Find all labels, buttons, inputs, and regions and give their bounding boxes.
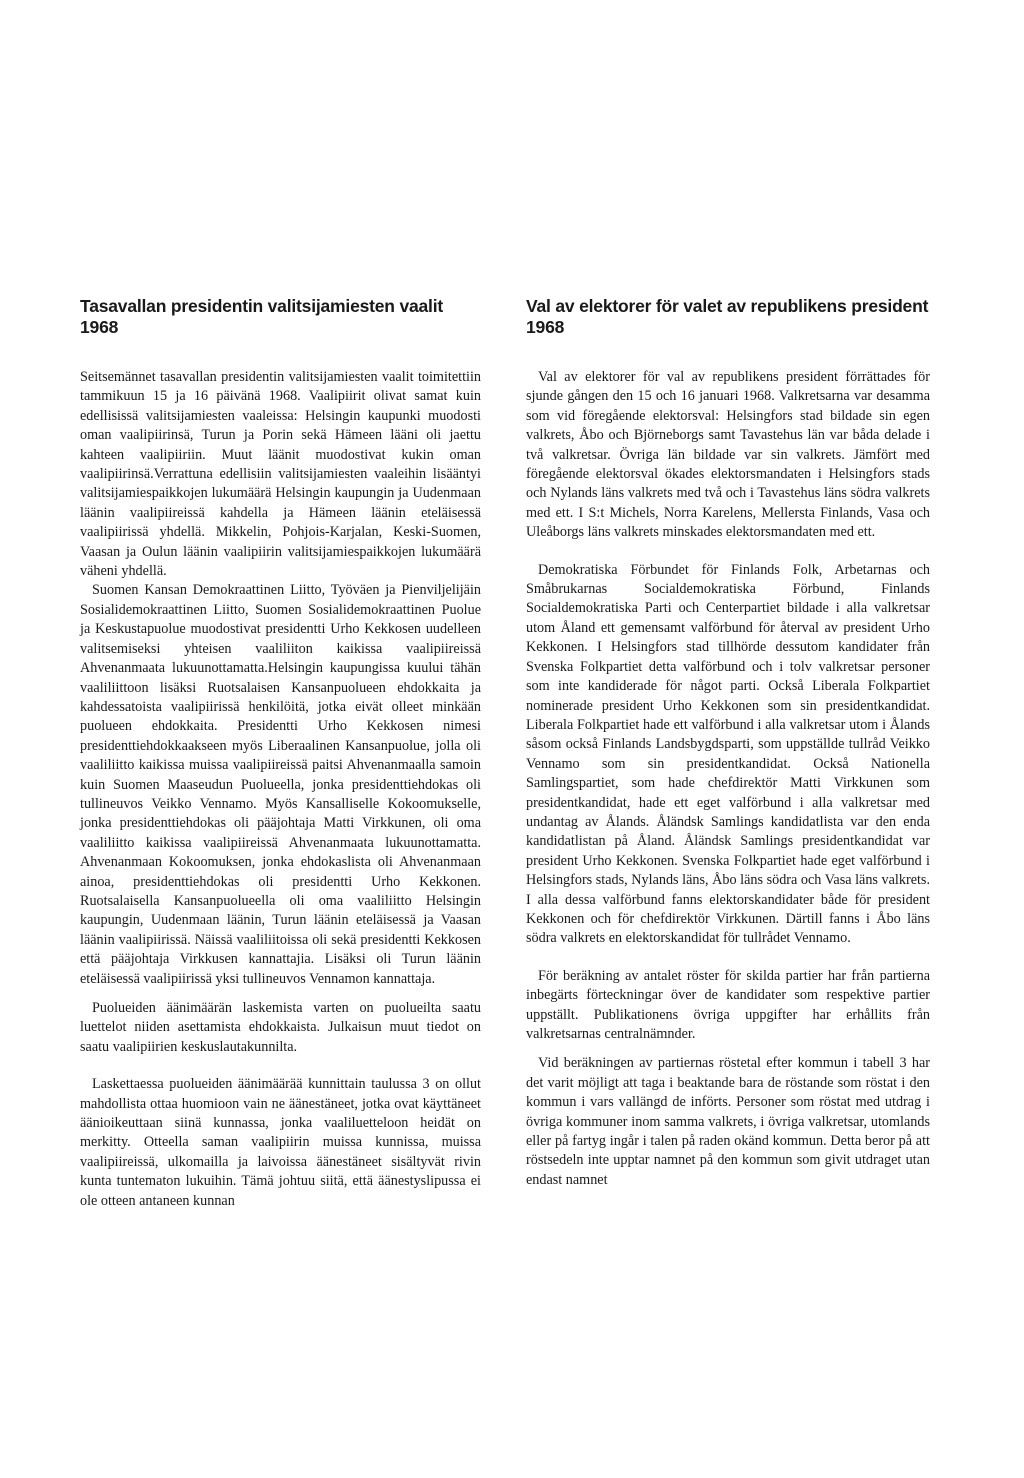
- finnish-paragraph-4: Laskettaessa puolueiden äänimäärää kunnittain taulussa 3 on ollut mahdollista ottaa huomioon vain ne äänestäneet, jotka ovat käyttäneet äänioikeuttaan siinä kunnassa, jonka vaaliluetteloon heidät on merkitty. Otteella saman vaalipiirin muissa kunnissa, muissa vaalipiireissä, ulkomailla ja laivoissa äänestäneet sisältyvät rivin kunta tuntematon lukuihin. Tämä johtuu siitä, että äänestyslipussa ei ole otteen antaneen kunnan: [80, 1076, 481, 1209]
- finnish-body: [80, 368, 481, 1211]
- swedish-paragraph-3: För beräkning av antalet röster för skilda partier har från partierna inbegärts förteckningar över de kandidater som respektive partier uppställt. Publikationens övriga uppgifter har erhållits från valkretsarnas centralnämnder.: [526, 967, 930, 1042]
- finnish-paragraph-2: Suomen Kansan Demokraattinen Liitto, Työväen ja Pienviljelijäin Sosialidemokraattinen Liitto, Suomen Sosialidemokraattinen Puolue ja Keskustapuolue muodostivat presidentti Urho Kekkosen uudelleen valitsemiseksi yhteisen vaaliliiton kaikissa vaalipiireissä Ahvenanmaata lukuunottamatta.Helsingin kaupungissa kuului tähän vaaliliittoon lisäksi Ruotsalaisen Kansanpuolueen ehdokkaita ja kahdessatoista vaalipiirissä henkilöitä, jotka eivät olleet minkään puolueen ehdokkaita. Presidentti Urho Kekkosen nimesi presidenttiehdokkaakseen myös Liberaalinen Kansanpuolue, jolla oli vaaliliitto kaikissa muissa vaalipiireissä paitsi Ahvenanmaalla samoin kuin Suomen Maaseudun Puolueella, jonka presidenttiehdokas oli tullineuvos Veikko Vennamo. Myös Kansalliselle Kokoomukselle, jonka presidenttiehdokas oli pääjohtaja Matti Virkkunen, oli oma vaaliliitto kaikissa vaalipiireissä Ahvenanmaata lukuunottamatta. Ahvenanmaan Kokoomuksen, jonka ehdokaslista oli Ahvenanmaan ainoa, presidenttiehdokas oli presidentti Urho Kekkonen. Ruotsalaisella Kansanpuolueella oli oma vaaliliitto Helsingin kaupungin, Uudenmaan läänin, Turun läänin eteläisessä ja Vaasan läänin vaalipiirissä. Näissä vaaliliitoissa oli sekä presidentti Kekkosen että pääjohtaja Virkkusen kannattajia. Lisäksi oli Turun läänin eteläisessä vaalipiirissä yksi tullineuvos Vennamon kannattaja.: [80, 582, 481, 987]
- swedish-column: [526, 296, 930, 1200]
- swedish-paragraph-4: Vid beräkningen av partiernas röstetal efter kommun i tabell 3 har det varit möjligt att taga i beaktande bara de röstande som röstat i den kommun i vars vallängd de införts. Personer som röstat med utdrag i övriga kommuner inom samma valkrets, i övriga valkretsar, utomlands eller på fartyg ingår i talen på raden okänd kommun. Detta beror på att röstsedeln inte upptar namnet på den kommun som givit utdraget utan endast namnet: [526, 1055, 930, 1188]
- swedish-body: [526, 368, 930, 1190]
- swedish-paragraph-2: Demokratiska Förbundet för Finlands Folk, Arbetarnas och Småbrukarnas Socialdemokratiska Förbund, Finlands Socialdemokratiska Parti och Centerpartiet bildade i alla valkretsar utom Åland ett gemensamt valförbund för återval av president Urho Kekkonen. I Helsingfors stad tillhörde dessutom kandidater från Svenska Folkpartiet detta valförbund och i tolv valkretsar personer som inte kandiderade för något parti. Också Liberala Folkpartiet nominerade president Urho Kekkonen som sin presidentkandidat. Liberala Folkpartiet hade ett valförbund i alla valkretsar utom i Ålands såsom också Finlands Landsbygdsparti, som uppställde tullråd Veikko Vennamo som sin presidentkandidat. Också Nationella Samlingspartiet, som hade chefdirektör Matti Virkkunen som presidentkandidat, hade ett eget valförbund i alla valkretsar med undantag av Ålands. Åländsk Samlings kandidatlista var den enda kandidatlistan på Åland. Åländsk Samlings presidentkandidat var president Urho Kekkonen. Svenska Folkpartiet hade eget valförbund i Helsingfors stads, Nylands läns, Åbo läns södra och Vasa läns valkrets. I alla dessa valförbund fanns elektorskandidater både för president Kekkonen och för chefdirektör Virkkunen. Därtill fanns i Åbo läns södra valkrets en elektorskandidat för tullrådet Vennamo.: [526, 561, 930, 947]
- finnish-heading: Tasavallan presidentin valitsijamiesten vaalit 1968: [80, 296, 443, 337]
- finnish-column: [80, 296, 481, 1221]
- swedish-paragraph-1: Val av elektorer för val av republikens president förrättades för sjunde gången den 15 och 16 januari 1968. Valkretsarna var desamma som vid föregående elektorsval: Helsingfors stad bildade sin egen valkrets, Åbo och Björneborgs samt Tavastehus län var båda delade i två valkretsar. Övriga län bildade var sin valkrets. Jämfört med föregående elektorsval ökades elektorsmandaten i Helsingfors stads och Nylands läns valkrets med två och i Tavastehus läns södra valkrets med ett. I S:t Michels, Norra Karelens, Mellersta Finlands, Vasa och Uleåborgs läns valkrets minskades elektorsmandaten med ett.: [526, 369, 930, 541]
- swedish-heading: Val av elektorer för valet av republikens president 1968: [526, 296, 929, 337]
- finnish-paragraph-3: Puolueiden äänimäärän laskemista varten on puolueilta saatu luettelot niiden asettamista ehdokkaista. Julkaisun muut tiedot on saatu vaalipiirien keskuslautakunnilta.: [80, 1000, 481, 1055]
- finnish-paragraph-1: Seitsemännet tasavallan presidentin valitsijamiesten vaalit toimitettiin tammikuun 15 ja 16 päivänä 1968. Vaalipiirit olivat samat kuin edellisissä valitsijamiesten vaaleissa: Helsingin kaupunki muodosti oman vaalipiirinsä, Turun ja Porin sekä Hämeen lääni oli jaettu kahteen vaalipiiriin. Muut läänit muodostivat kukin oman vaalipiirinsä.Verrattuna edellisiin valitsijamiesten vaaleihin lisääntyi valitsijamiespaikkojen lukumäärä Helsingin kaupungin ja Uudenmaan läänin vaalipiireissä kahdella ja Hämeen läänin eteläisessä vaalipiirissä yhdellä. Mikkelin, Pohjois-Karjalan, Keski-Suomen, Vaasan ja Oulun läänin vaalipiirin valitsijamiespaikkojen lukumäärä väheni yhdellä.: [80, 369, 481, 580]
